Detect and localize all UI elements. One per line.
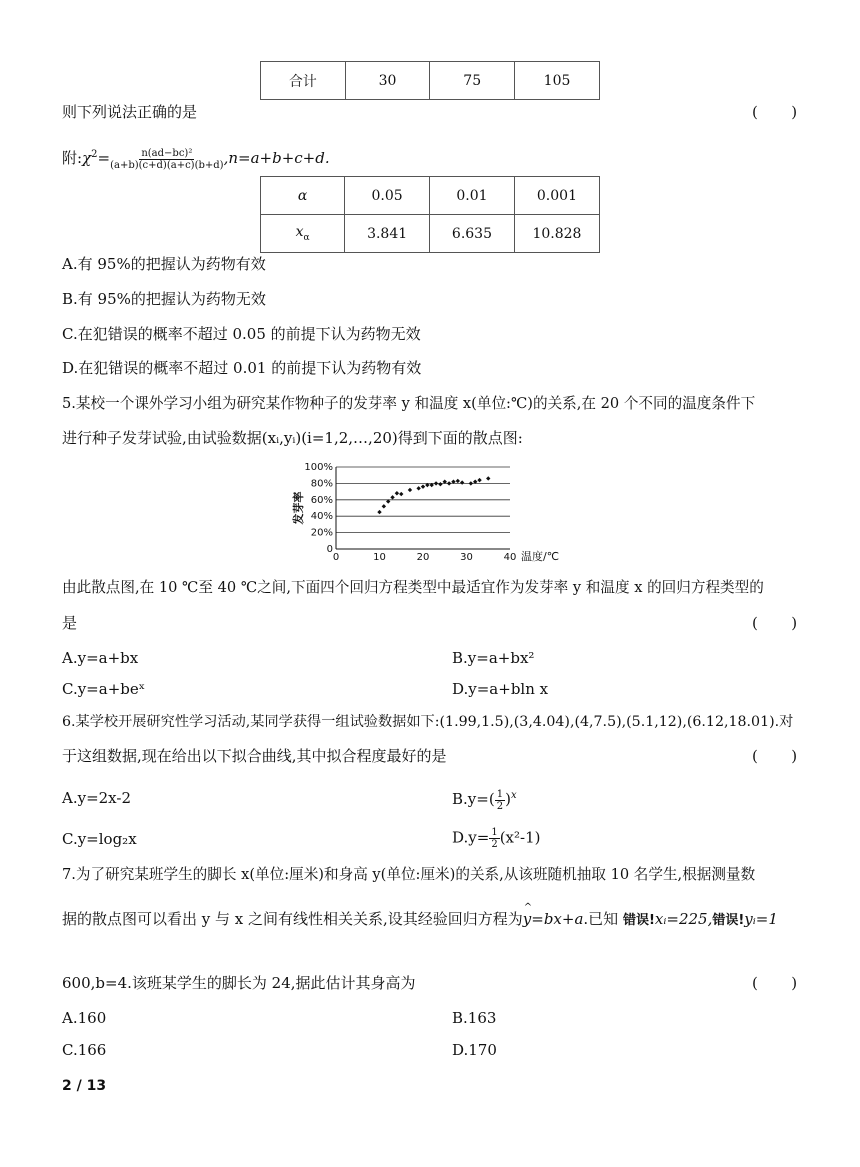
answer-paren: ( )	[752, 103, 798, 121]
data-point	[390, 495, 394, 499]
q5-option-a: A.y=a+bx	[62, 649, 139, 667]
q6-option-d: D.y= $\frac{1}{2}$ (x²-1)	[452, 827, 541, 850]
chi-exponent: 2	[91, 149, 98, 160]
data-point	[416, 486, 420, 490]
total-label: 合计	[261, 62, 346, 100]
y-tick-label: 0	[326, 544, 333, 555]
q7-option-a: A.160	[62, 1009, 107, 1027]
data-point	[408, 488, 412, 492]
alpha-cell: 0.001	[514, 177, 599, 215]
formula-numerator: n(ad−bc)²	[141, 147, 193, 159]
q4-stem: 则下列说法正确的是	[62, 103, 198, 121]
data-point	[399, 492, 403, 496]
total-cell: 75	[430, 62, 515, 100]
total-row-table	[260, 61, 600, 100]
data-point	[456, 479, 460, 483]
critical-value-cell: 10.828	[514, 215, 599, 253]
q5-option-c: C.y=a+beˣ	[62, 680, 146, 698]
data-point	[438, 482, 442, 486]
q5-stem-line1: 5.某校一个课外学习小组为研究某作物种子的发芽率 y 和温度 x(单位:℃)的关系,在 20 个不同的温度条件下	[62, 395, 756, 412]
q6-stem-line2: 于这组数据,现在给出以下拟合曲线,其中拟合程度最好的是	[62, 747, 447, 765]
answer-paren: ( )	[752, 614, 798, 632]
data-point	[460, 480, 464, 484]
chi-symbol: χ	[82, 149, 92, 167]
y-tick-label: 40%	[310, 511, 333, 523]
data-point	[447, 481, 451, 485]
q5-stem-line2: 进行种子发芽试验,由试验数据(xᵢ,yᵢ)(i=1,2,…,20)得到下面的散点图:	[62, 429, 523, 447]
q7-stem-line1: 7.为了研究某班学生的脚长 x(单位:厘米)和身高 y(单位:厘米)的关系,从该班随机抽取 10 名学生,根据测量数	[62, 866, 756, 883]
x-tick-label: 20	[416, 552, 430, 563]
alpha-header: α	[261, 177, 345, 215]
y-tick-label: 80%	[310, 478, 333, 490]
y-tick-label: 60%	[310, 494, 333, 506]
formula-fraction	[110, 148, 223, 171]
chi-square-formula	[62, 142, 330, 171]
formula-equals: =	[97, 149, 111, 167]
answer-paren: ( )	[752, 974, 798, 992]
q7-option-d: D.170	[452, 1041, 497, 1059]
total-cell: 105	[515, 62, 600, 100]
q5-option-d: D.y=a+bln x	[452, 680, 549, 698]
data-point	[395, 491, 399, 495]
q5-option-b: B.y=a+bx²	[452, 649, 535, 667]
x-tick-label: 10	[373, 552, 386, 563]
x-tick-label: 30	[460, 552, 473, 563]
answer-paren: ( )	[752, 747, 798, 765]
total-cell: 30	[345, 62, 430, 100]
q6-option-c: C.y=log₂x	[62, 830, 137, 848]
q4-option-a: A.有 95%的把握认为药物有效	[62, 255, 266, 273]
data-point	[477, 478, 481, 482]
data-point	[469, 481, 473, 485]
page-number: 2 / 13	[62, 1078, 107, 1094]
critical-value-cell: 3.841	[345, 215, 430, 253]
q4-option-d: D.在犯错误的概率不超过 0.01 的前提下认为药物有效	[62, 359, 422, 377]
formula-denominator: (a+b)(c+d)(a+c)(b+d)	[110, 159, 224, 171]
formula-prefix: 附:	[62, 149, 83, 167]
alpha-cell: 0.01	[430, 177, 515, 215]
data-point	[486, 476, 490, 480]
y-tick-label: 100%	[304, 462, 333, 473]
q7-stem-line3: 600,b=4.该班某学生的脚长为 24,据此估计其身高为	[62, 974, 416, 992]
data-point	[434, 481, 438, 485]
q4-option-c: C.在犯错误的概率不超过 0.05 的前提下认为药物无效	[62, 325, 421, 343]
critical-value-cell: 6.635	[430, 215, 515, 253]
q5-after-line1: 由此散点图,在 10 ℃至 40 ℃之间,下面四个回归方程类型中最适宜作为发芽率 y 和温度 x 的回归方程类型的	[62, 579, 764, 596]
q7-stem-line2: 据的散点图可以看出 y 与 x 之间有线性相关关系,设其经验回归方程为^ y=bx+a.已知 错误!xᵢ=225,错误!yᵢ=1	[62, 909, 778, 931]
y-tick-label: 20%	[310, 527, 333, 539]
y-axis-label: 发芽率	[292, 491, 305, 525]
q4-option-b: B.有 95%的把握认为药物无效	[62, 290, 266, 308]
q7-option-b: B.163	[452, 1009, 497, 1027]
q7-option-c: C.166	[62, 1041, 107, 1059]
x-axis-label: 温度/℃	[521, 550, 560, 563]
formula-n-def: ,n=a+b+c+d.	[223, 149, 330, 167]
data-point	[421, 484, 425, 488]
q6-stem-line1: 6.某学校开展研究性学习活动,某同学获得一组试验数据如下:(1.99,1.5),(3,4.04),(4,7.5),(5.1,12),(6.12,18.01).对	[62, 714, 794, 730]
q5-after-line2: 是	[62, 614, 78, 632]
q6-option-b: B.y=( $\frac{1}{2}$ )$^x$	[452, 788, 517, 812]
alpha-cell: 0.05	[345, 177, 430, 215]
x-tick-label: 0	[332, 552, 340, 563]
critical-value-label: $x_\alpha$	[261, 215, 345, 253]
critical-value-table	[260, 176, 600, 253]
data-point	[382, 504, 386, 508]
germination-scatter-plot	[280, 458, 580, 568]
data-point	[377, 510, 381, 514]
x-tick-label: 40	[503, 552, 517, 563]
q6-option-a: A.y=2x-2	[62, 789, 131, 807]
